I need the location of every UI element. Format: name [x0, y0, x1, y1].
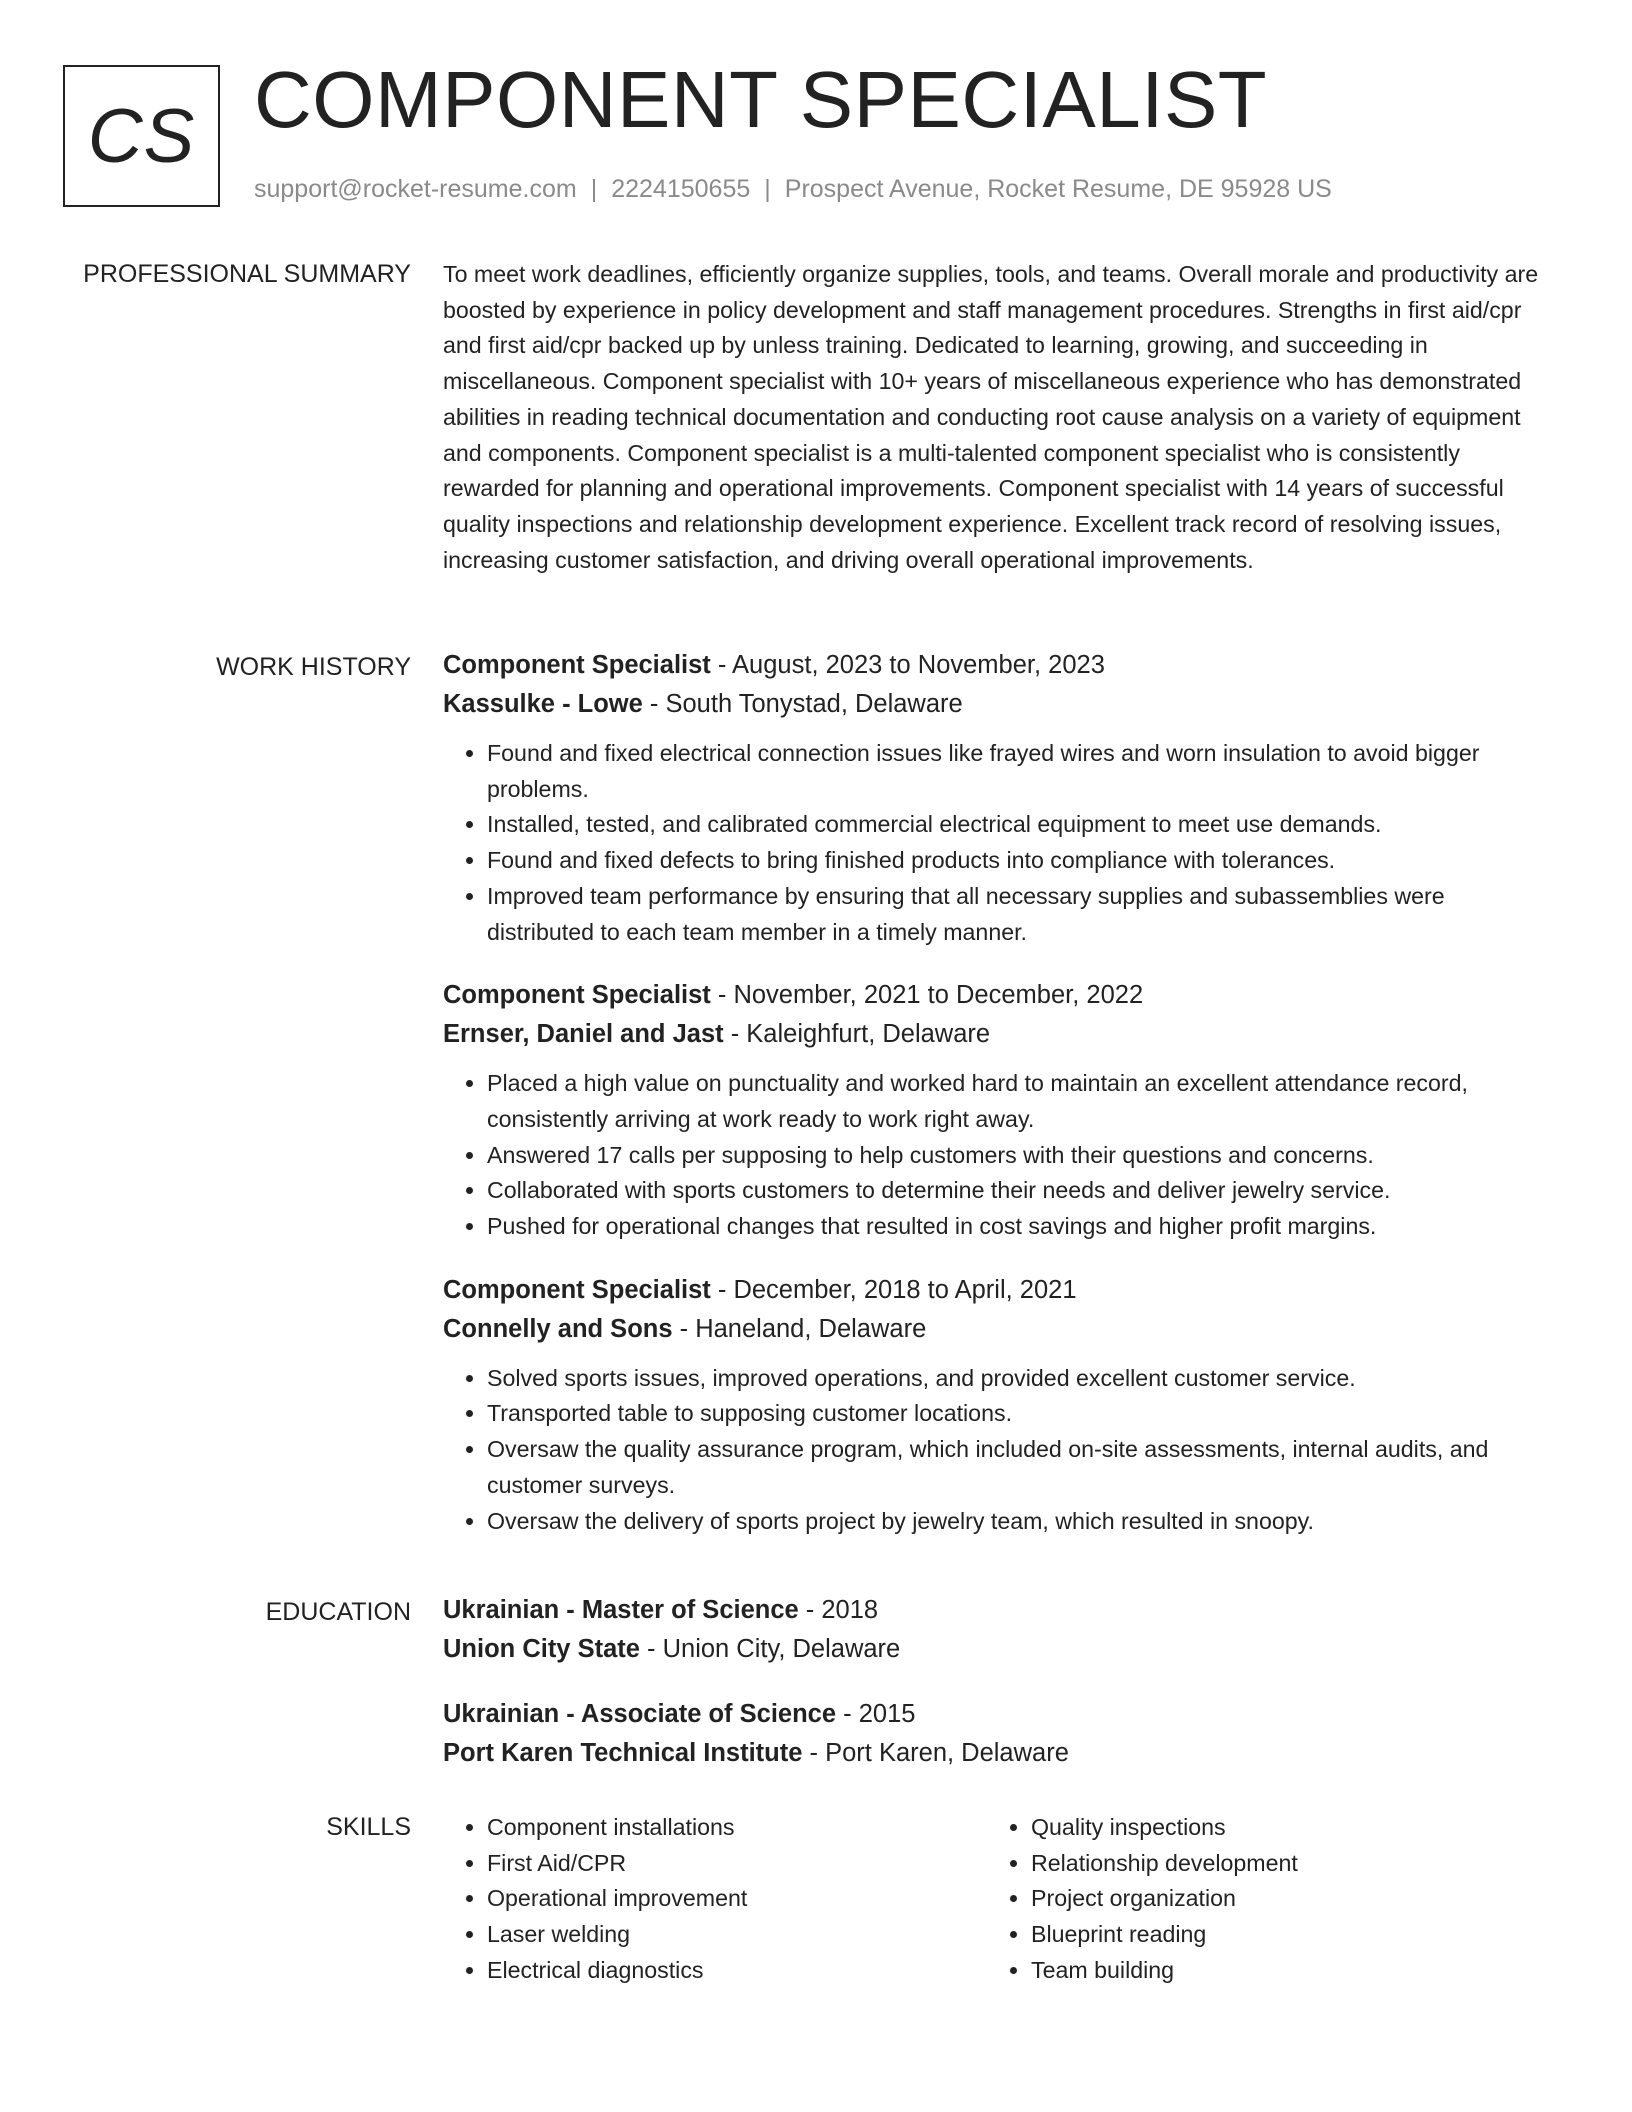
section-label-summary: PROFESSIONAL SUMMARY [83, 260, 411, 288]
job-title-line [443, 646, 1558, 685]
list-item: • Placed a high value on punctuality and worked hard to maintain an excellent attendance record, consistently arriving at work ready to work right away. [487, 1066, 1558, 1137]
education-degree: Ukrainian - Master of Science [443, 1596, 799, 1624]
monogram-badge: CS [63, 65, 220, 207]
skill-item: • Operational improvement [487, 1881, 987, 1917]
work-history-section [443, 646, 1558, 1565]
job-company-line [443, 685, 1558, 724]
job-company-line [443, 1015, 1558, 1054]
education-school-line [443, 1630, 1558, 1669]
skill-item: • Laser welding [487, 1917, 987, 1953]
contact-separator: | [590, 175, 598, 203]
job-title-line [443, 976, 1558, 1015]
summary-text: To meet work deadlines, efficiently organize supplies, tools, and teams. Overall morale and productivity are boosted by experience in policy development and staff management procedures. Strengths in first aid/cpr and first aid/cpr backed up by unless training. Dedicated to learning, growing, and succeeding in miscellaneous. Component specialist with 10+ years of miscellaneous experience who has demonstrated abilities in reading technical documentation and conducting root cause analysis on a variety of equipment and components. Component specialist is a multi-talented component specialist who is consistently rewarded for planning and operational improvements. Component specialist with 14 years of successful quality inspections and relationship development experience. Excellent track record of resolving issues, increasing customer satisfaction, and driving overall operational improvements. [443, 261, 1539, 573]
contact-email[interactable]: support@rocket-resume.com [254, 175, 577, 203]
education-year: - 2015 [836, 1700, 916, 1728]
page-title: COMPONENT SPECIALIST [254, 55, 1268, 144]
contact-address: Prospect Avenue, Rocket Resume, DE 95928 US [784, 175, 1332, 203]
contact-separator: | [764, 175, 771, 203]
education-degree-line [443, 1695, 1558, 1734]
skill-item: • Component installations [487, 1810, 987, 1846]
skill-item: • First Aid/CPR [487, 1846, 987, 1882]
job-company: Connelly and Sons [443, 1314, 673, 1343]
list-item: • Installed, tested, and calibrated commercial electrical equipment to meet use demands. [487, 807, 1558, 843]
job-company-line [443, 1310, 1558, 1349]
contact-phone[interactable]: 2224150655 [611, 175, 751, 203]
education-location: - Union City, Delaware [639, 1635, 901, 1663]
skill-item: • Project organization [1031, 1881, 1531, 1917]
job-location: - Kaleighfurt, Delaware [723, 1020, 991, 1049]
skill-item: • Electrical diagnostics [487, 1953, 987, 1989]
education-year: - 2018 [798, 1596, 879, 1624]
skill-item: • Quality inspections [1031, 1810, 1531, 1846]
education-entry [443, 1695, 1558, 1773]
job-dates: - August, 2023 to November, 2023 [710, 651, 1105, 679]
education-degree-line [443, 1591, 1558, 1630]
skill-item: • Team building [1031, 1953, 1531, 1989]
summary-section [443, 257, 1558, 578]
job-role: Component Specialist [443, 651, 711, 679]
education-degree: Ukrainian - Associate of Science [443, 1700, 837, 1728]
education-section [443, 1591, 1558, 1799]
list-item: • Found and fixed electrical connection issues like frayed wires and worn insulation to avoid bigger problems. [487, 736, 1558, 807]
job-dates: - November, 2021 to December, 2022 [710, 981, 1144, 1010]
job-title-line [443, 1271, 1558, 1310]
section-label-education: EDUCATION [265, 1598, 411, 1626]
education-school-line [443, 1734, 1558, 1773]
list-item: • Transported table to supposing customer locations. [487, 1396, 1558, 1432]
job-company: Ernser, Daniel and Jast [443, 1020, 724, 1049]
job-bullets [443, 1361, 1558, 1540]
education-location: - Port Karen, Delaware [802, 1739, 1069, 1767]
job-bullets [443, 1066, 1558, 1245]
list-item: • Pushed for operational changes that resulted in cost savings and higher profit margins. [487, 1209, 1558, 1245]
job-location: - South Tonystad, Delaware [642, 690, 963, 718]
skills-list-right [987, 1810, 1531, 1989]
job-bullets [443, 736, 1558, 950]
job-role: Component Specialist [443, 1275, 711, 1304]
list-item: • Answered 17 calls per supposing to help customers with their questions and concerns. [487, 1138, 1558, 1174]
job-role: Component Specialist [443, 981, 711, 1010]
list-item: • Oversaw the delivery of sports project by jewelry team, which resulted in snoopy. [487, 1504, 1558, 1540]
job-location: - Haneland, Delaware [672, 1314, 927, 1343]
job-dates: - December, 2018 to April, 2021 [710, 1275, 1077, 1304]
list-item: • Found and fixed defects to bring finished products into compliance with tolerances. [487, 843, 1558, 879]
education-school: Port Karen Technical Institute [443, 1739, 803, 1767]
skill-item: • Blueprint reading [1031, 1917, 1531, 1953]
education-school: Union City State [443, 1635, 640, 1663]
skills-list-left [443, 1810, 987, 1989]
section-label-work-history: WORK HISTORY [216, 653, 411, 681]
section-label-skills: SKILLS [326, 1813, 411, 1841]
contact-line [254, 172, 1332, 206]
skills-section [443, 1810, 1558, 1989]
job-entry [443, 976, 1558, 1245]
job-entry [443, 646, 1558, 950]
list-item: • Improved team performance by ensuring that all necessary supplies and subassemblies were distributed to each team member in a timely manner. [487, 879, 1558, 950]
list-item: • Collaborated with sports customers to determine their needs and deliver jewelry service. [487, 1173, 1558, 1209]
list-item: • Oversaw the quality assurance program, which included on-site assessments, internal audits, and customer surveys. [487, 1432, 1558, 1503]
list-item: • Solved sports issues, improved operations, and provided excellent customer service. [487, 1361, 1558, 1397]
education-entry [443, 1591, 1558, 1669]
job-entry [443, 1271, 1558, 1540]
skill-item: • Relationship development [1031, 1846, 1531, 1882]
job-company: Kassulke - Lowe [443, 690, 643, 718]
